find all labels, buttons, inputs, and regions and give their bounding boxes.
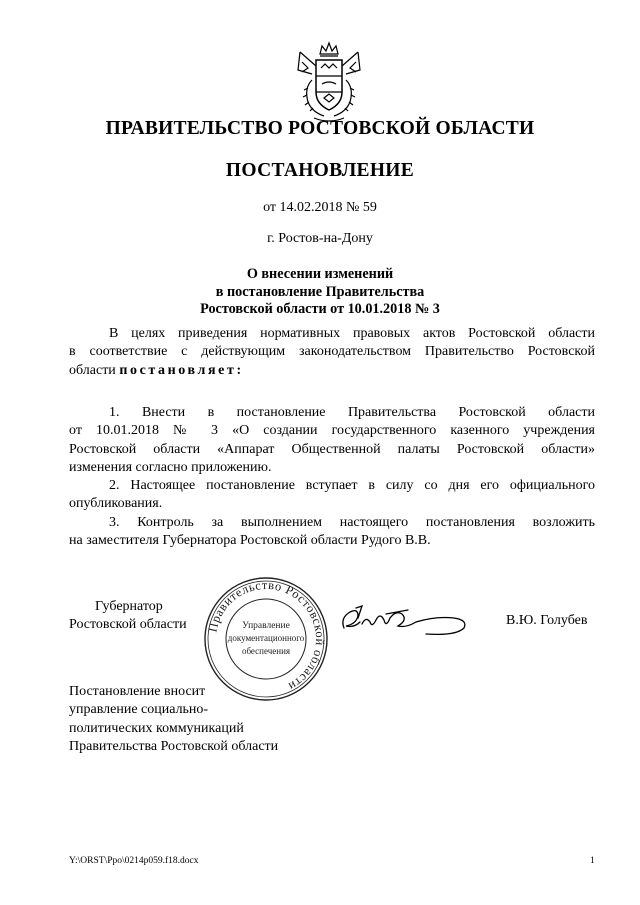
subject-line: Ростовской области от 10.01.2018 № 3 xyxy=(200,301,440,317)
item-2-paragraph xyxy=(69,477,595,514)
submitter-note xyxy=(69,683,278,756)
signatory-title xyxy=(69,598,187,635)
paragraph-line: Ростовской области «Аппарат Общественной палаты Ростовской области» xyxy=(69,441,595,457)
paragraph-line: в соответствие с действующим законодательством Правительство Ростовской xyxy=(69,344,595,360)
stamp-ring-text: Правительство Ростовской области xyxy=(205,577,328,694)
stamp-inner-line: Управление xyxy=(242,621,290,631)
note-line: Постановление вносит xyxy=(69,684,206,699)
document-subject xyxy=(0,266,640,319)
paragraph-line: изменения согласно приложению. xyxy=(69,459,272,475)
document-type: ПОСТАНОВЛЕНИЕ xyxy=(225,160,415,181)
handwritten-signature xyxy=(336,598,476,646)
footer-page-number: 1 xyxy=(590,856,595,866)
item-3-paragraph xyxy=(69,514,595,551)
document-date-number: от 14.02.2018 № 59 xyxy=(263,200,377,215)
paragraph-line xyxy=(69,362,595,380)
paragraph-line: 2. Настоящее постановление вступает в силу со дня его официального xyxy=(109,478,595,493)
signatory-name: В.Ю. Голубев xyxy=(506,613,588,628)
organization-title: ПРАВИТЕЛЬСТВО РОСТОВСКОЙ ОБЛАСТИ xyxy=(105,118,535,139)
item-1-paragraph xyxy=(69,404,595,477)
subject-line: в постановление Правительства xyxy=(215,283,425,300)
paragraph-line: опубликования. xyxy=(69,496,163,512)
coat-of-arms-icon xyxy=(294,40,364,124)
decree-keyword: постановляет: xyxy=(119,362,244,378)
note-line: Правительства Ростовской области xyxy=(69,738,279,754)
note-line: политических коммуникаций xyxy=(69,720,244,736)
intro-paragraph xyxy=(69,325,595,380)
note-line: управление социально- xyxy=(69,702,209,718)
paragraph-line: В целях приведения нормативных правовых актов Ростовской области xyxy=(109,326,595,341)
signatory-title-line: Ростовской области xyxy=(69,617,187,633)
paragraph-line: от 10.01.2018 № 3 «О создании государственного казенного учреждения xyxy=(69,423,595,439)
paragraph-line: 3. Контроль за выполнением настоящего постановления возложить xyxy=(109,515,595,530)
footer-file-path: Y:\ORST\Ppo\0214p059.f18.docx xyxy=(69,856,199,866)
document-city: г. Ростов-на-Дону xyxy=(267,231,373,246)
paragraph-line: 1. Внести в постановление Правительства Ростовской области xyxy=(109,405,595,420)
paragraph-line: на заместителя Губернатора Ростовской области Рудого В.В. xyxy=(69,533,431,549)
paragraph-text: области xyxy=(69,362,120,378)
subject-line: О внесении изменений xyxy=(246,266,394,282)
signatory-title-line: Губернатор xyxy=(95,599,163,614)
stamp-inner-line: документационного xyxy=(227,633,305,643)
stamp-inner-line: обеспечения xyxy=(241,646,291,656)
